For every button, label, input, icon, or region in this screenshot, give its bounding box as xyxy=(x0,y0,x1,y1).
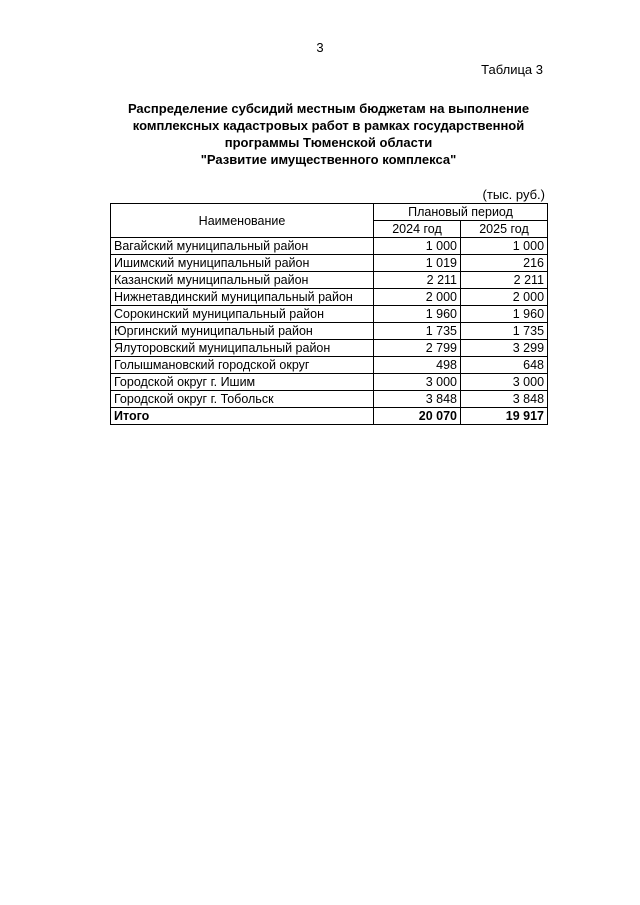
row-name: Вагайский муниципальный район xyxy=(111,238,374,255)
title-line: комплексных кадастровых работ в рамках государственной xyxy=(132,118,525,133)
row-value-2025: 1 000 xyxy=(461,238,548,255)
subsidies-table xyxy=(110,203,548,425)
row-value-2025: 2 211 xyxy=(461,272,548,289)
row-name: Ялуторовский муниципальный район xyxy=(111,340,374,357)
row-name: Ишимский муниципальный район xyxy=(111,255,374,272)
title-line: Распределение субсидий местным бюджетам на выполнение xyxy=(127,101,530,116)
table-row xyxy=(111,306,548,323)
row-name: Казанский муниципальный район xyxy=(111,272,374,289)
row-value-2025: 1 960 xyxy=(461,306,548,323)
table-label: Таблица 3 xyxy=(481,62,543,77)
header-year-2025: 2025 год xyxy=(461,221,548,238)
table-row xyxy=(111,357,548,374)
table-row xyxy=(111,323,548,340)
total-row xyxy=(111,408,548,425)
table-row xyxy=(111,340,548,357)
header-name: Наименование xyxy=(111,204,374,238)
row-name: Городской округ г. Ишим xyxy=(111,374,374,391)
row-value-2024: 2 000 xyxy=(374,289,461,306)
row-value-2025: 3 848 xyxy=(461,391,548,408)
row-name: Юргинский муниципальный район xyxy=(111,323,374,340)
row-value-2024: 1 960 xyxy=(374,306,461,323)
page-number: 3 xyxy=(316,40,324,55)
row-name: Городской округ г. Тобольск xyxy=(111,391,374,408)
header-planned-period: Плановый период xyxy=(374,204,548,221)
row-value-2024: 2 799 xyxy=(374,340,461,357)
row-value-2025: 3 000 xyxy=(461,374,548,391)
table-row xyxy=(111,255,548,272)
table-row xyxy=(111,238,548,255)
row-value-2024: 498 xyxy=(374,357,461,374)
row-name: Голышмановский городской округ xyxy=(111,357,374,374)
row-value-2024: 3 848 xyxy=(374,391,461,408)
table-row xyxy=(111,272,548,289)
table-row xyxy=(111,391,548,408)
table-row xyxy=(111,374,548,391)
row-value-2024: 1 735 xyxy=(374,323,461,340)
title-line: "Развитие имущественного комплекса" xyxy=(200,152,457,167)
row-value-2024: 3 000 xyxy=(374,374,461,391)
row-value-2025: 2 000 xyxy=(461,289,548,306)
total-value-2025: 19 917 xyxy=(461,408,548,425)
table-row xyxy=(111,289,548,306)
row-name: Нижнетавдинский муниципальный район xyxy=(111,289,374,306)
total-label: Итого xyxy=(111,408,374,425)
row-value-2024: 1 000 xyxy=(374,238,461,255)
document-title xyxy=(110,100,547,168)
title-line: программы Тюменской области xyxy=(224,135,433,150)
row-name: Сорокинский муниципальный район xyxy=(111,306,374,323)
units-label: (тыс. руб.) xyxy=(482,187,545,202)
row-value-2025: 1 735 xyxy=(461,323,548,340)
header-year-2024: 2024 год xyxy=(374,221,461,238)
row-value-2025: 648 xyxy=(461,357,548,374)
row-value-2024: 2 211 xyxy=(374,272,461,289)
row-value-2025: 3 299 xyxy=(461,340,548,357)
table-body xyxy=(111,238,548,425)
row-value-2024: 1 019 xyxy=(374,255,461,272)
row-value-2025: 216 xyxy=(461,255,548,272)
total-value-2024: 20 070 xyxy=(374,408,461,425)
